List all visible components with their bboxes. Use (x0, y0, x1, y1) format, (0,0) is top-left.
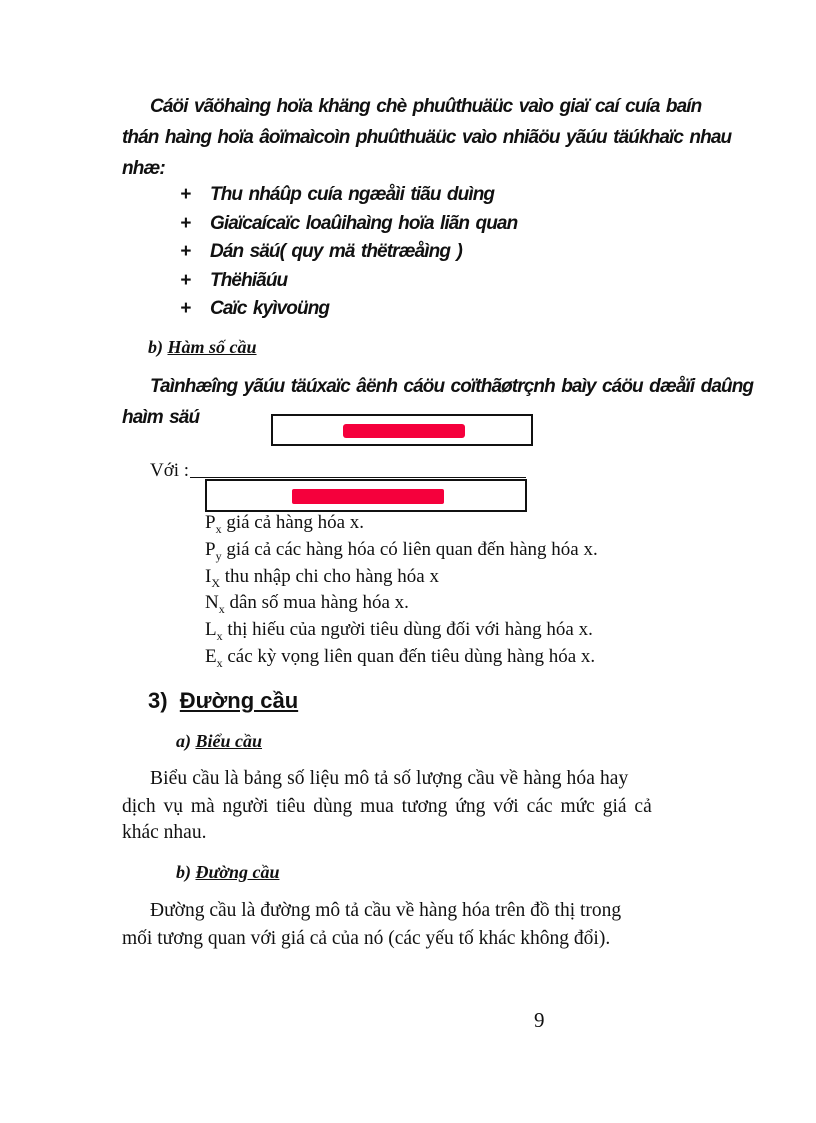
list-item (205, 566, 598, 593)
list-item (205, 592, 598, 619)
symbol: N (205, 592, 219, 614)
heading-duong-cau (176, 862, 279, 883)
list-item (180, 184, 517, 213)
subscript: x (216, 628, 223, 643)
list-item (205, 619, 598, 646)
intro-line-3: nhæ: (122, 158, 165, 179)
heading-bieu-cau (176, 731, 262, 752)
redaction-mark (343, 424, 465, 438)
page-number: 9 (534, 1008, 545, 1032)
heading-text: Biểu cầu (195, 731, 263, 751)
heading-prefix: a) (176, 731, 196, 751)
list-item (180, 298, 517, 327)
ham-so-cau-line-2: haìm säú (122, 407, 200, 428)
heading-prefix: b) (148, 337, 168, 357)
symbol: P (205, 538, 216, 560)
factor-text: Thëhiãúu (210, 269, 288, 291)
definition-text: thu nhập chi cho hàng hóa x (220, 565, 439, 587)
list-item (180, 213, 517, 242)
factor-text: Giaïcaícaïc loaûihaìng hoïa liãn quan (210, 212, 518, 234)
formula-box (271, 414, 533, 446)
bullet-plus: + (180, 212, 191, 234)
factor-text: Thu nháûp cuía ngæåìi tiãu duìng (210, 184, 495, 205)
subscript: x (216, 655, 223, 670)
bullet-plus: + (180, 298, 191, 319)
intro-line-2: thán haìng hoïa âoïmaìcoìn phuûthuäüc vaìo nhiãöu yãúu täúkhaïc nhau (122, 127, 732, 148)
list-item (180, 241, 517, 270)
factor-text: Dán säú( quy mä thëtræåìng ) (210, 241, 462, 262)
redaction-mark (292, 489, 444, 504)
subscript: X (211, 575, 220, 590)
subscript: x (215, 521, 222, 536)
definition-text: các kỳ vọng liên quan đến tiêu dùng hàng hóa x. (222, 645, 596, 667)
section-title (148, 688, 298, 714)
symbol: I (205, 565, 212, 587)
bieu-cau-line-2: dịch vụ mà người tiêu dùng mua tương ứng với các mức giá cả (122, 796, 652, 817)
heading-prefix: b) (176, 862, 196, 882)
list-item (205, 539, 598, 566)
definition-text: giá cả các hàng hóa có liên quan đến hàng hóa x. (221, 538, 598, 560)
heading-ham-so-cau (148, 337, 257, 358)
definition-list (205, 512, 598, 673)
duong-cau-line-2: mối tương quan với giá cả của nó (các yếu tố khác không đổi). (122, 928, 611, 949)
symbol: L (205, 619, 217, 641)
symbol: E (205, 645, 217, 667)
bieu-cau-line-3: khác nhau. (122, 822, 207, 843)
subscript: y (215, 548, 222, 563)
definition-text: dân số mua hàng hóa x. (224, 592, 409, 614)
list-item (180, 270, 517, 299)
voi-label: Với : (150, 460, 190, 481)
bullet-plus: + (180, 269, 191, 291)
bullet-plus: + (180, 241, 191, 262)
section-number: 3) (148, 688, 168, 713)
duong-cau-line-1: Đường cầu là đường mô tả cầu về hàng hóa trên đồ thị trong (150, 900, 622, 921)
bieu-cau-line-1: Biểu cầu là bảng số liệu mô tả số lượng cầu về hàng hóa hay (150, 768, 629, 789)
symbol: P (205, 512, 216, 533)
heading-text: Hàm số cầu (167, 337, 257, 357)
list-item (205, 646, 598, 673)
divider (190, 477, 526, 478)
section-heading: Đường cầu (179, 688, 299, 713)
formula-box-definitions (205, 479, 527, 512)
factor-text: Caïc kyìvoüng (210, 298, 330, 319)
definition-text: thị hiếu của người tiêu dùng đối với hàng hóa x. (222, 619, 593, 641)
definition-text: giá cả hàng hóa x. (221, 512, 365, 533)
heading-text: Đường cầu (195, 862, 280, 882)
subscript: x (218, 602, 225, 617)
factor-list (180, 184, 517, 327)
bullet-plus: + (180, 184, 191, 205)
ham-so-cau-line-1: Taìnhæîng yãúu täúxaïc âënh cáöu coïthãøtrçnh baìy cáöu dæåïi daûng (150, 376, 754, 397)
intro-line-1: Cáöi vãöhaìng hoïa khäng chè phuûthuäüc vaìo giaï caí cuía baín (150, 96, 702, 117)
list-item (205, 512, 598, 539)
